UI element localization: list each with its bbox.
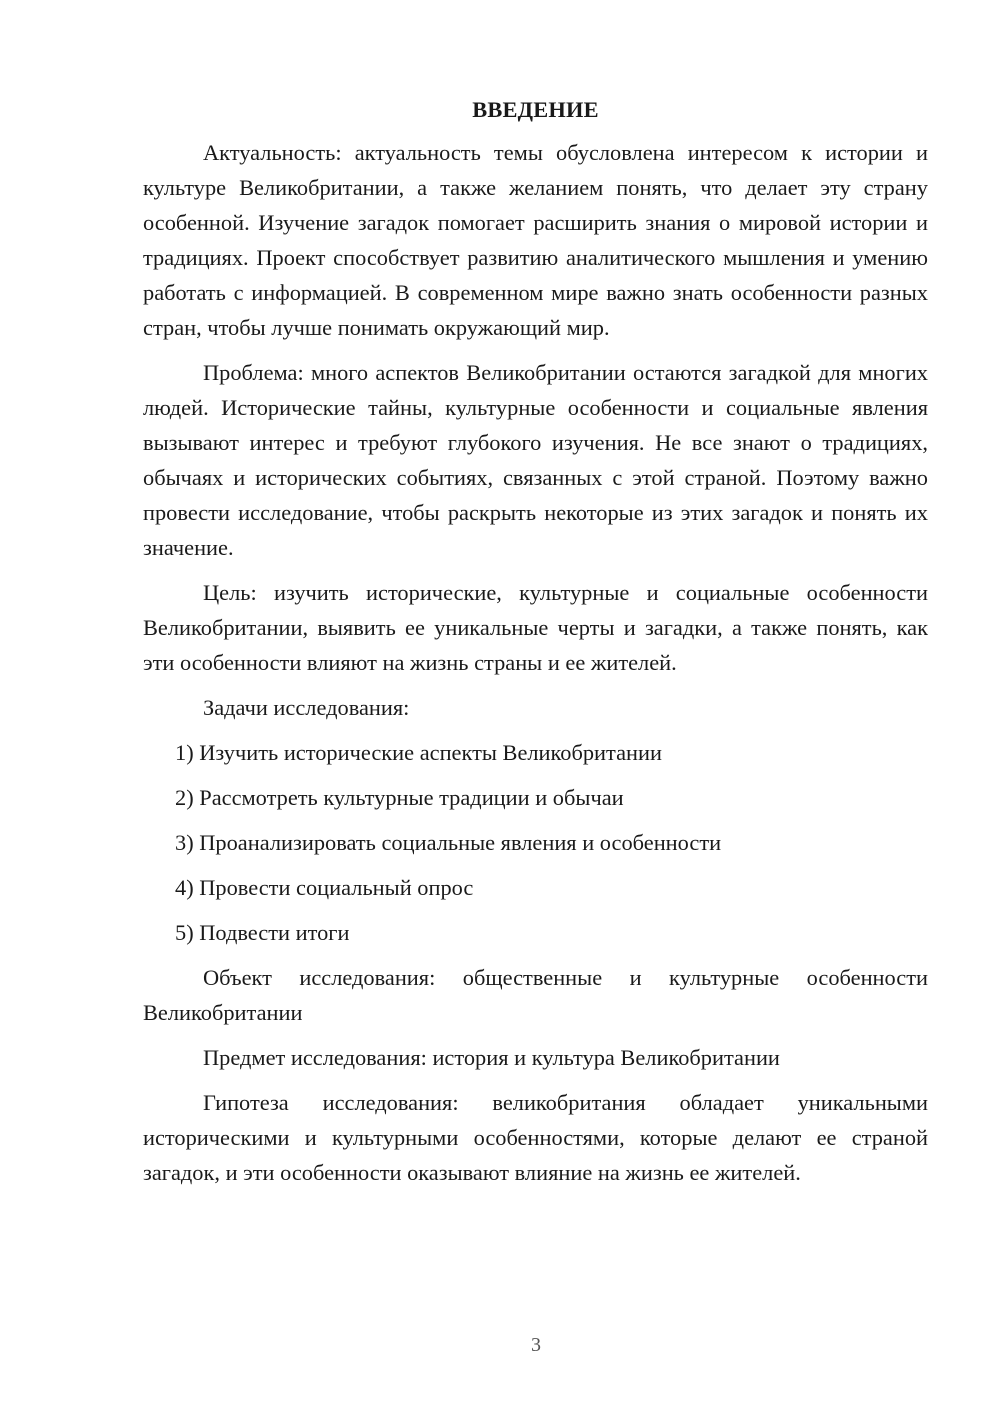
- task-item: 1) Изучить исторические аспекты Великобритании: [175, 740, 662, 765]
- task-item: 5) Подвести итоги: [175, 920, 350, 945]
- task-item: 2) Рассмотреть культурные традиции и обычаи: [175, 785, 624, 810]
- object-paragraph: Объект исследования: общественные и культурные особенности Великобритании: [143, 965, 928, 1025]
- page-content: [143, 92, 928, 1200]
- problem-paragraph: Проблема: много аспектов Великобритании остаются загадкой для многих людей. Исторические тайны, культурные особенности и социальные явления вызывают интерес и требуют глубокого изучения. Не все знают о традициях, обычаях и исторических событиях, связанных с этой страной. Поэтому важно провести исследование, чтобы раскрыть некоторые из этих загадок и понять их значение.: [143, 360, 928, 560]
- tasks-list: [143, 735, 928, 950]
- page-title: ВВЕДЕНИЕ: [472, 97, 599, 122]
- tasks-heading: Задачи исследования:: [203, 695, 410, 720]
- page-number: 3: [531, 1334, 541, 1356]
- task-item: 4) Провести социальный опрос: [175, 875, 474, 900]
- subject-line: Предмет исследования: история и культура Великобритании: [203, 1045, 780, 1070]
- goal-paragraph: Цель: изучить исторические, культурные и социальные особенности Великобритании, выявить ее уникальные черты и загадки, а также понять, как эти особенности влияют на жизнь страны и ее жителей.: [143, 580, 928, 675]
- hypothesis-paragraph: Гипотеза исследования: великобритания обладает уникальными историческими и культурными особенностями, которые делают ее страной загадок, и эти особенности оказывают влияние на жизнь ее жителей.: [143, 1090, 928, 1185]
- relevance-paragraph: Актуальность: актуальность темы обусловлена интересом к истории и культуре Великобритании, а также желанием понять, что делает эту страну особенной. Изучение загадок помогает расширить знания о мировой истории и традициях. Проект способствует развитию аналитического мышления и умению работать с информацией. В современном мире важно знать особенности разных стран, чтобы лучше понимать окружающий мир.: [143, 140, 928, 340]
- task-item: 3) Проанализировать социальные явления и особенности: [175, 830, 722, 855]
